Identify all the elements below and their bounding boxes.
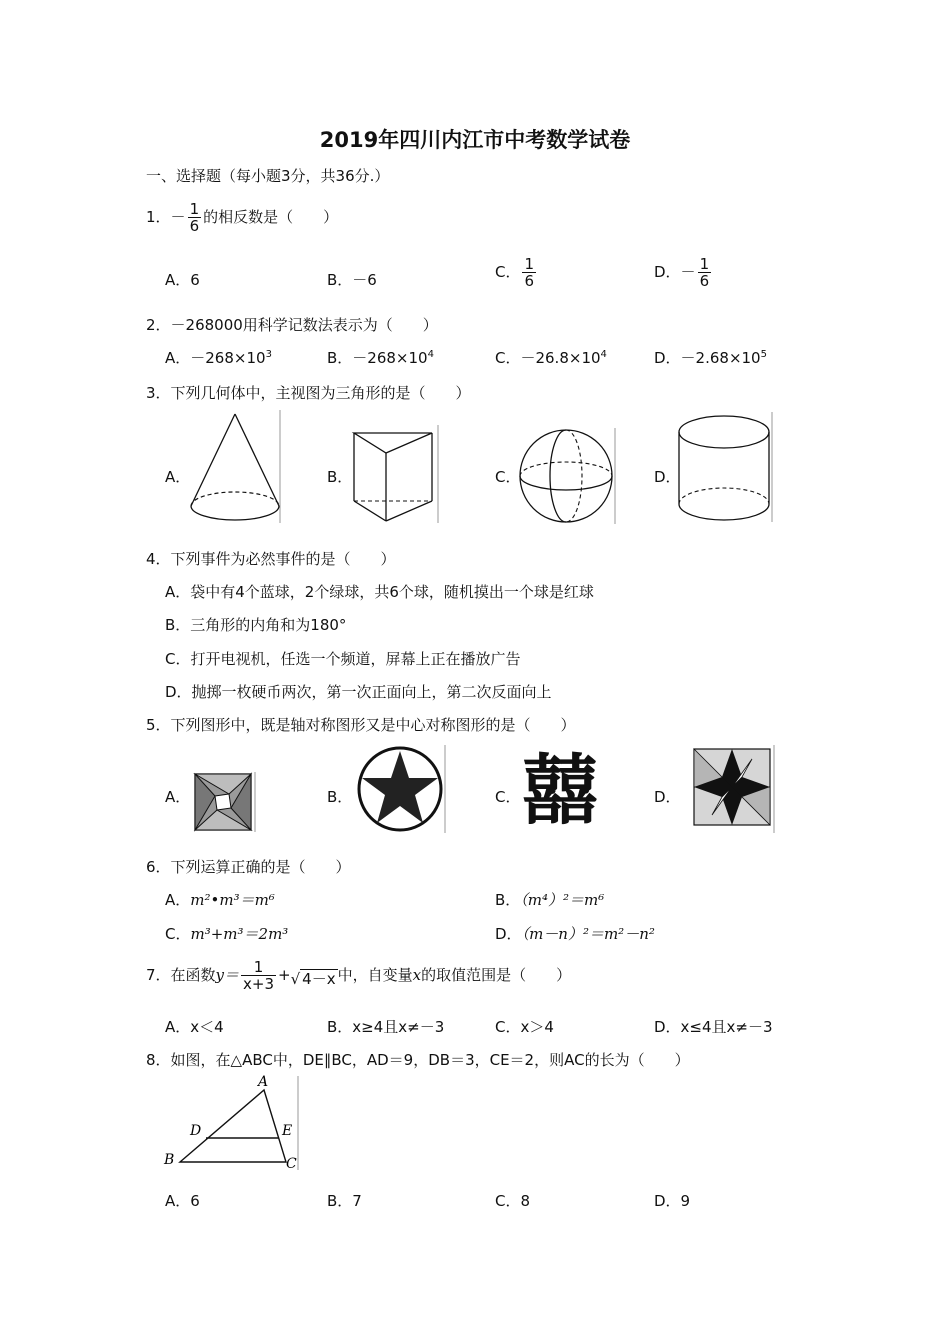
q7-sqrt-arg: 4－x xyxy=(302,970,336,988)
question-8: 8．如图，在△ABC中，DE∥BC，AD＝9，DB＝3，CE＝2，则AC的长为（ ） xyxy=(146,1051,690,1069)
q8-option-b: B．7 xyxy=(327,1192,362,1210)
q6-a-label: A． xyxy=(165,891,191,909)
q1-option-d xyxy=(654,256,713,289)
q3-option-c: C． xyxy=(495,468,521,486)
q2-c-text: C．－26.8×10 xyxy=(495,349,601,367)
q7-option-c: C．x＞4 xyxy=(495,1018,554,1036)
q2-option-b xyxy=(327,347,434,368)
vertex-a-label: A xyxy=(258,1074,269,1090)
q7-pre: 7．在函数 xyxy=(146,966,216,984)
q2-a-exp: 3 xyxy=(265,349,272,360)
q8-option-a: A．6 xyxy=(165,1192,200,1210)
q7-y: y＝ xyxy=(215,966,240,984)
q1-fraction xyxy=(188,201,202,234)
q3-option-a: A． xyxy=(165,468,191,486)
q2-c-exp: 4 xyxy=(600,349,607,360)
q1-d-label: D．－ xyxy=(654,263,696,281)
question-1 xyxy=(146,201,338,234)
q5-option-c: C． xyxy=(495,788,521,806)
q6-b-expr: （m⁴）²＝m⁶ xyxy=(520,891,605,909)
q2-a-text: A．－268×10 xyxy=(165,349,266,367)
q6-d-label: D． xyxy=(495,925,522,943)
q4-option-d: D．抛掷一枚硬币两次，第一次正面向上，第二次反面向上 xyxy=(165,683,552,701)
q5-option-b: B． xyxy=(327,788,353,806)
q7-frac-den: x+3 xyxy=(243,975,275,993)
question-7 xyxy=(146,959,571,992)
cylinder-figure xyxy=(677,412,777,524)
q6-c-expr: m³+m³＝2m³ xyxy=(190,925,289,943)
q7-x: x xyxy=(412,966,422,984)
q2-option-d xyxy=(654,347,767,368)
double-happiness-glyph: 囍 xyxy=(522,746,598,835)
q7-frac-num: 1 xyxy=(241,959,276,976)
page-title: 2019年四川内江市中考数学试卷 xyxy=(319,128,631,152)
q4-option-b: B．三角形的内角和为180° xyxy=(165,616,347,634)
star-circle-figure xyxy=(357,745,449,835)
q1-option-c xyxy=(495,256,538,289)
vertex-d-label: D xyxy=(190,1123,202,1139)
q1-option-a: A．6 xyxy=(165,271,200,289)
q2-option-a xyxy=(165,347,272,368)
q5-option-a: A． xyxy=(165,788,191,806)
sphere-figure xyxy=(518,428,618,526)
q1-number: 1． xyxy=(146,208,171,226)
q6-d-expr: （m－n）²＝m²－n² xyxy=(521,925,655,943)
q8-option-d: D．9 xyxy=(654,1192,691,1210)
q5-option-d: D． xyxy=(654,788,681,806)
q3-option-b: B． xyxy=(327,468,353,486)
q1-frac-num: 1 xyxy=(189,200,200,218)
q4-option-c: C．打开电视机，任选一个频道，屏幕上正在播放广告 xyxy=(165,650,521,668)
q6-a-expr: m²•m³＝m⁶ xyxy=(190,891,275,909)
q7-sqrt: √ 4－x xyxy=(290,970,336,988)
q2-d-text: D．－2.68×10 xyxy=(654,349,761,367)
q2-b-exp: 4 xyxy=(427,349,434,360)
q7-fraction xyxy=(241,959,276,992)
question-4: 4．下列事件为必然事件的是（ ） xyxy=(146,550,396,568)
triangle-figure xyxy=(160,1074,310,1174)
vertex-e-label: E xyxy=(282,1123,293,1139)
q6-c-label: C． xyxy=(165,925,191,943)
q6-option-a xyxy=(165,889,275,910)
vertex-c-label: C xyxy=(286,1156,297,1172)
q7-plus: + xyxy=(278,966,291,984)
q2-b-text: B．－268×10 xyxy=(327,349,428,367)
q8-option-c: C．8 xyxy=(495,1192,531,1210)
q1-neg: － xyxy=(170,208,186,226)
q6-option-d xyxy=(495,923,655,944)
q7-post2: 的取值范围是（ ） xyxy=(421,966,572,984)
q1-d-num: 1 xyxy=(699,255,710,273)
diamond-tile-figure xyxy=(690,745,780,835)
section-heading: 一、选择题（每小题3分，共36分.） xyxy=(146,167,390,185)
q2-d-exp: 5 xyxy=(760,349,767,360)
q4-option-a: A．袋中有4个蓝球，2个绿球，共6个球，随机摸出一个球是红球 xyxy=(165,583,594,601)
q7-option-b: B．x≥4且x≠－3 xyxy=(327,1018,445,1036)
q6-b-label: B． xyxy=(495,891,521,909)
question-6: 6．下列运算正确的是（ ） xyxy=(146,858,351,876)
q7-option-a: A．x＜4 xyxy=(165,1018,224,1036)
q1-c-den: 6 xyxy=(524,272,535,290)
q1-c-num: 1 xyxy=(524,255,535,273)
vertex-b-label: B xyxy=(164,1152,175,1168)
prism-figure xyxy=(350,425,440,525)
q6-option-b xyxy=(495,889,604,910)
q1-option-b: B．－6 xyxy=(327,271,377,289)
q1-text: 的相反数是（ ） xyxy=(203,208,339,226)
q2-option-c xyxy=(495,347,607,368)
q6-option-c xyxy=(165,923,288,944)
question-5: 5．下列图形中，既是轴对称图形又是中心对称图形的是（ ） xyxy=(146,716,576,734)
q7-option-d: D．x≤4且x≠－3 xyxy=(654,1018,773,1036)
q7-post: 中，自变量 xyxy=(337,966,413,984)
q3-option-d: D． xyxy=(654,468,681,486)
question-3: 3．下列几何体中，主视图为三角形的是（ ） xyxy=(146,384,471,402)
pinwheel-square-figure xyxy=(193,772,257,834)
q1-d-den: 6 xyxy=(699,272,710,290)
cone-figure xyxy=(185,410,285,525)
question-2: 2．－268000用科学记数法表示为（ ） xyxy=(146,316,438,334)
q1-c-label: C． xyxy=(495,263,521,281)
q1-frac-den: 6 xyxy=(189,217,200,235)
